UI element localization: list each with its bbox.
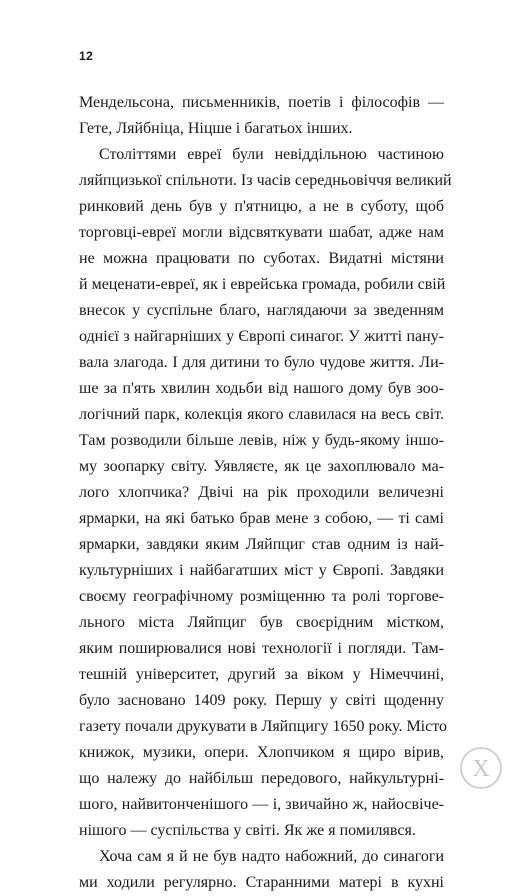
watermark-logo-icon (459, 746, 503, 790)
text-line: Гете, Ляйбніца, Ніцше і багатьох інших. (79, 120, 353, 137)
text-line: Мендельсона, письменників, поетів і філософів — (79, 94, 444, 111)
svg-text:X: X (472, 756, 490, 782)
text-line: внесок у суспільне благо, наглядаючи за зведенням (79, 302, 444, 319)
text-line: ляйпцизької спільноти. Із часів середньовіччя великий (79, 172, 452, 189)
text-line: льного міста Ляйпциг був своєрідним містком, (79, 614, 444, 631)
text-line: було засновано 1409 року. Першу у світі щоденну (79, 692, 444, 709)
text-line: Там розводили більше левів, ніж у будь-якому іншо- (79, 432, 444, 449)
text-line: ярмарки, завдяки яким Ляйпциг став одним із най- (79, 536, 444, 553)
text-line: шого, найвитонченішого — і, звичайно ж, найосвіче- (79, 796, 444, 813)
text-line: газету почали друкувати в Ляйпцигу 1650 року. Місто (79, 718, 447, 735)
page-number: 12 (79, 49, 94, 63)
text-line: Хоча сам я й не був надто набожний, до синагоги (99, 848, 444, 865)
text-line: логічний парк, колекція якого славилася на весь світ. (79, 406, 444, 423)
text-line: ярмарки, на які батько брав мене з собою, — ті самі (79, 510, 444, 527)
text-line: му зоопарку світу. Уявляєте, як це захоплювало ма- (79, 458, 444, 475)
text-line: своєму географічному розміщенню та ролі торгове- (79, 588, 444, 605)
text-line: яким поширювалися нові технології і погляди. Там- (79, 640, 444, 657)
text-line: Століттями евреї були невіддільною частиною (99, 146, 444, 163)
text-line: книжок, музики, опери. Хлопчиком я щиро вірив, (79, 744, 444, 761)
text-line: ше за п'ять хвилин ходьби від нашого дому був зоо- (79, 380, 444, 397)
text-line: нішого — суспільства у світі. Як же я помилявся. (79, 822, 416, 839)
text-line: ринковий день був у п'ятницю, а не в суботу, щоб (79, 198, 444, 215)
text-line: що належу до найбільш передового, найкультурні- (79, 770, 444, 787)
body-text (79, 90, 452, 896)
text-line: й меценати-евреї, як і еврейська громада, робили свій (79, 276, 446, 293)
text-line: торговці-евреї могли відсвяткувати шабат, адже нам (79, 224, 444, 241)
text-line: вала злагода. І для дитини то було чудове життя. Ли- (79, 354, 444, 371)
text-line: ми ходили регулярно. Старанними матері в кухні (79, 874, 444, 891)
text-line: однієї з найгарніших у Європі синагог. У житті пану- (79, 328, 444, 345)
text-line: тешній університет, другий за віком у Німеччині, (79, 666, 444, 683)
text-line: лого хлопчика? Двічі на рік проходили величезні (79, 484, 444, 501)
x-logo-icon (459, 746, 503, 790)
text-line: не можна працювати по суботах. Видатні містяни (79, 250, 444, 267)
text-line: культурніших і найбагатших міст у Європі. Завдяки (79, 562, 444, 579)
